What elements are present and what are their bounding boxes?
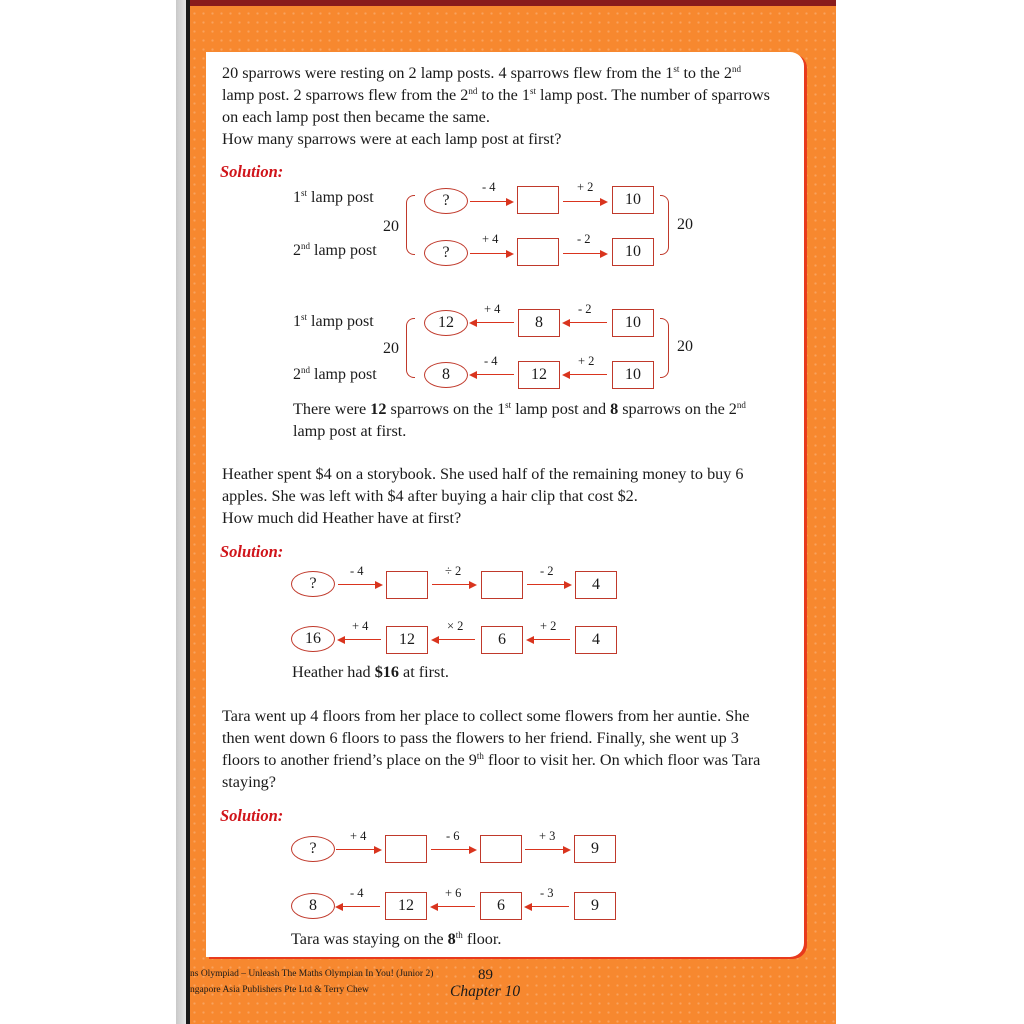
row-label-2nd-lamp-post: 2nd lamp post (293, 365, 377, 383)
value-box: 10 (612, 238, 654, 266)
problem-2-question (222, 463, 790, 529)
op-label: - 3 (540, 886, 554, 900)
op-label: - 2 (578, 302, 592, 316)
book-spine (176, 0, 186, 1024)
start-oval: 8 (424, 362, 468, 388)
total-right: 20 (677, 216, 693, 233)
right-arrow (470, 253, 512, 254)
value-box: 12 (518, 361, 560, 389)
q2-line-2: apples. She was left with $4 after buying a hair clip that cost $2. (222, 487, 638, 505)
left-arrow (433, 639, 475, 640)
q3-line-3: floors to another friend’s place on the 9th floor to visit her. On which floor was Tara (222, 751, 761, 769)
answer-1-line-2: lamp post at first. (293, 422, 407, 440)
op-label: + 4 (352, 619, 369, 633)
left-arrow (528, 639, 570, 640)
op-label: - 4 (482, 180, 496, 194)
page-number: 89 (478, 967, 493, 983)
value-box: 8 (518, 309, 560, 337)
left-arrow (432, 906, 475, 907)
value-box: 10 (612, 309, 654, 337)
start-oval: ? (291, 836, 335, 862)
op-label: + 4 (482, 232, 499, 246)
op-label: - 2 (540, 564, 554, 578)
total-left: 20 (383, 340, 399, 357)
chapter-label: Chapter 10 (450, 983, 521, 1000)
value-box: 9 (574, 892, 616, 920)
right-arrow (563, 253, 606, 254)
value-box (517, 238, 559, 266)
op-label: + 6 (445, 886, 462, 900)
value-box: 10 (612, 361, 654, 389)
left-arrow (471, 322, 514, 323)
value-box: 12 (385, 892, 427, 920)
op-label: + 4 (350, 829, 367, 843)
value-box: 4 (575, 626, 617, 654)
right-arrow (431, 849, 475, 850)
solution-label-2: Solution: (220, 542, 284, 561)
value-box: 12 (386, 626, 428, 654)
value-box (385, 835, 427, 863)
right-brace (660, 318, 669, 378)
row-label-2nd-lamp-post: 2nd lamp post (293, 241, 377, 259)
footer-publisher: ngapore Asia Publishers Pte Ltd & Terry Chew (190, 985, 369, 995)
op-label: + 3 (539, 829, 556, 843)
problem-1-question (222, 62, 790, 150)
right-arrow (432, 584, 475, 585)
solution-label-3: Solution: (220, 806, 284, 825)
solution-label-1: Solution: (220, 162, 284, 181)
op-label: + 4 (484, 302, 501, 316)
value-box (517, 186, 559, 214)
value-box: 6 (480, 892, 522, 920)
problem-3-answer: Tara was staying on the 8th floor. (291, 930, 502, 948)
right-arrow (338, 584, 381, 585)
left-arrow (564, 322, 607, 323)
row-label-1st-lamp-post: 1st lamp post (293, 188, 374, 206)
value-box (481, 571, 523, 599)
left-brace (406, 318, 415, 378)
problem-3-question (222, 705, 790, 793)
op-label: × 2 (447, 619, 464, 633)
row-label-1st-lamp-post: 1st lamp post (293, 312, 374, 330)
q3-line-1: Tara went up 4 floors from her place to collect some flowers from her auntie. She (222, 707, 750, 725)
value-box: 6 (481, 626, 523, 654)
q2-line-3: How much did Heather have at first? (222, 509, 462, 527)
q1-line-2: lamp post. 2 sparrows flew from the 2nd to the 1st lamp post. The number of sparrows (222, 86, 770, 104)
right-arrow (470, 201, 512, 202)
q3-line-4: staying? (222, 773, 276, 791)
right-arrow (336, 849, 380, 850)
total-right: 20 (677, 338, 693, 355)
q1-line-4: How many sparrows were at each lamp post at first? (222, 130, 562, 148)
right-arrow (563, 201, 606, 202)
right-arrow (527, 584, 570, 585)
q1-line-1: 20 sparrows were resting on 2 lamp posts. 4 sparrows flew from the 1st to the 2nd (222, 64, 741, 82)
answer-1-line-1: There were 12 sparrows on the 1st lamp post and 8 sparrows on the 2nd (293, 400, 746, 418)
op-label: - 2 (577, 232, 591, 246)
op-label: - 4 (484, 354, 498, 368)
op-label: + 2 (540, 619, 557, 633)
start-oval: 12 (424, 310, 468, 336)
right-arrow (525, 849, 569, 850)
left-arrow (526, 906, 569, 907)
q2-line-1: Heather spent $4 on a storybook. She used half of the remaining money to buy 6 (222, 465, 744, 483)
start-oval: 16 (291, 626, 335, 652)
left-arrow (339, 639, 381, 640)
problem-1-answer (293, 398, 788, 442)
start-oval: ? (424, 188, 468, 214)
op-label: + 2 (578, 354, 595, 368)
op-label: + 2 (577, 180, 594, 194)
q1-line-3: on each lamp post then became the same. (222, 108, 490, 126)
op-label: ÷ 2 (445, 564, 462, 578)
op-label: - 4 (350, 564, 364, 578)
left-arrow (471, 374, 514, 375)
start-oval: ? (291, 571, 335, 597)
value-box (480, 835, 522, 863)
start-oval: 8 (291, 893, 335, 919)
q3-line-2: then went down 6 floors to pass the flowers to her friend. Finally, she went up 3 (222, 729, 739, 747)
top-strip (190, 0, 836, 6)
value-box: 9 (574, 835, 616, 863)
left-arrow (564, 374, 607, 375)
value-box: 10 (612, 186, 654, 214)
left-arrow (337, 906, 380, 907)
op-label: - 6 (446, 829, 460, 843)
right-brace (660, 195, 669, 255)
problem-2-answer: Heather had $16 at first. (292, 663, 449, 681)
footer-book-title: ns Olympiad – Unleash The Maths Olympian In You! (Junior 2) (190, 969, 434, 979)
start-oval: ? (424, 240, 468, 266)
total-left: 20 (383, 218, 399, 235)
value-box (386, 571, 428, 599)
left-brace (406, 195, 415, 255)
op-label: - 4 (350, 886, 364, 900)
value-box: 4 (575, 571, 617, 599)
